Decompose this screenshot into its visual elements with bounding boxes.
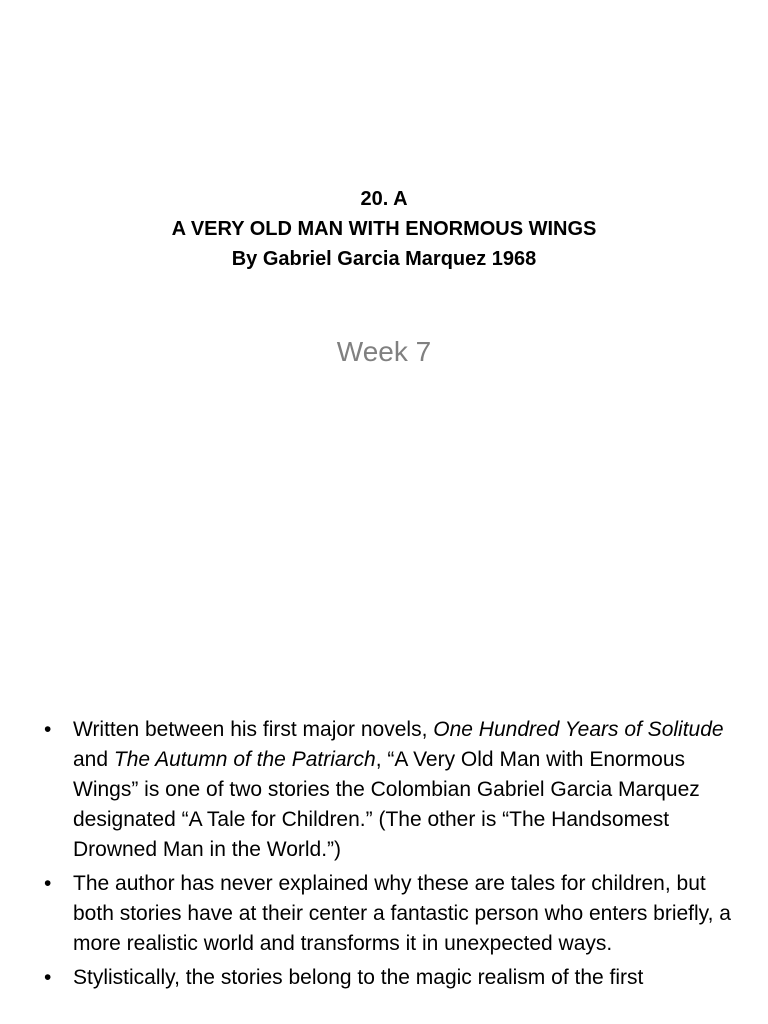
bullet-text: Stylistically, the stories belong to the magic realism of the first	[73, 966, 644, 989]
title-line-author: By Gabriel Garcia Marquez 1968	[231, 248, 537, 270]
bullet-item	[44, 963, 734, 993]
bullet-item	[44, 715, 734, 865]
book-title-italic: One Hundred Years of Solitude	[433, 718, 724, 741]
bullet-text-segment: Written between his first major novels,	[73, 718, 434, 741]
slide-subtitle: Week 7	[336, 336, 432, 367]
slide-title	[0, 184, 768, 274]
bullet-text	[73, 718, 724, 861]
bullet-marker: •	[44, 718, 52, 741]
bullet-text-segment: , “A Very Old Man with Enormous Wings” is one of two stories the Colombian Gabriel Garcia Marquez designated “A Tale for Children.” (The other is “The Handsomest Drowned Man in the World.”)	[73, 748, 700, 861]
bullet-text-segment: and	[73, 748, 114, 771]
bullet-text: The author has never explained why these are tales for children, but both stories have at their center a fantastic person who enters briefly, a more realistic world and transforms it in unexpected ways.	[73, 872, 731, 955]
title-line-number: 20. A	[360, 188, 408, 210]
bullet-list	[44, 715, 734, 997]
bullet-item	[44, 869, 734, 959]
book-title-italic: The Autumn of the Patriarch	[113, 748, 376, 771]
bullet-marker: •	[44, 966, 52, 989]
bullet-marker: •	[44, 872, 52, 895]
title-line-story: A VERY OLD MAN WITH ENORMOUS WINGS	[171, 218, 597, 240]
